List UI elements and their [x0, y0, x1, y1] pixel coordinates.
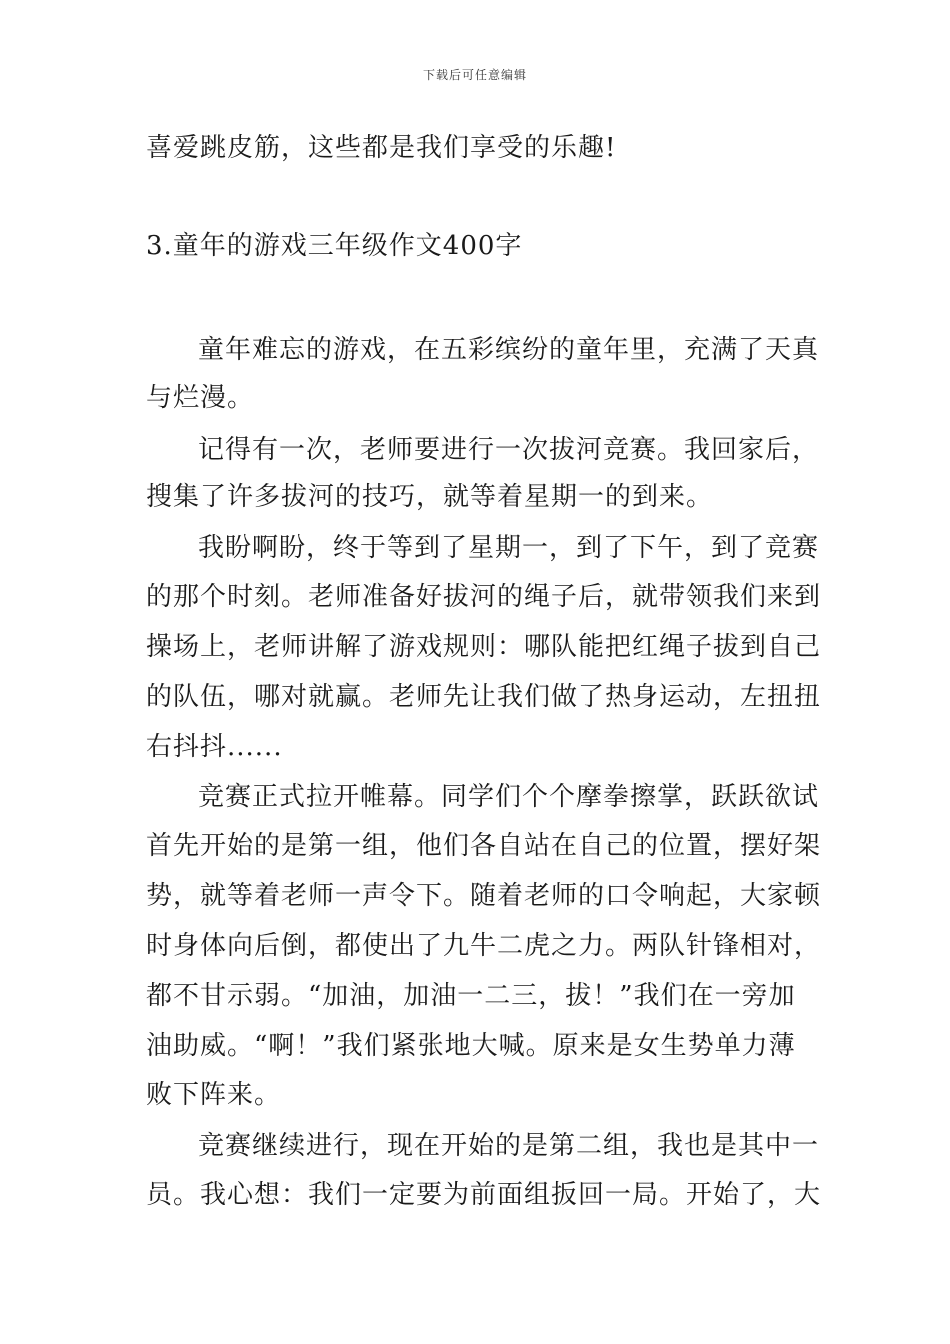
paragraph-2-line-2: 搜集了许多拔河的技巧，就等着星期一的到来。 — [146, 482, 714, 512]
text-line-1: 喜爱跳皮筋，这些都是我们享受的乐趣! — [146, 133, 617, 163]
paragraph-5-line-2: 员。我心想：我们一定要为前面组扳回一局。开始了，大 — [146, 1180, 822, 1210]
paragraph-3-line-2: 的那个时刻。老师准备好拔河的绳子后，就带领我们来到 — [146, 582, 822, 612]
paragraph-2-line-1: 记得有一次，老师要进行一次拔河竞赛。我回家后， — [198, 435, 820, 465]
paragraph-4-line-4: 时身体向后倒，都使出了九牛二虎之力。两队针锋相对， — [146, 931, 822, 961]
paragraph-1-line-1: 童年难忘的游戏，在五彩缤纷的童年里，充满了天真 — [198, 335, 820, 365]
section-heading: 3.童年的游戏三年级作文400字 — [146, 231, 523, 261]
paragraph-5-line-1: 竞赛继续进行，现在开始的是第二组，我也是其中一 — [198, 1131, 820, 1161]
paragraph-4-line-6: 油助威。“啊！”我们紧张地大喊。原来是女生势单力薄 — [146, 1031, 796, 1061]
paragraph-3-line-5: 右抖抖...... — [146, 732, 283, 762]
paragraph-4-line-2: 首先开始的是第一组，他们各自站在自己的位置，摆好架 — [146, 831, 822, 861]
paragraph-4-line-5: 都不甘示弱。“加油，加油一二三，拔！”我们在一旁加 — [146, 981, 796, 1011]
paragraph-4-line-1: 竞赛正式拉开帷幕。同学们个个摩拳擦掌，跃跃欲试 — [198, 782, 820, 812]
paragraph-1-line-2: 与烂漫。 — [146, 383, 255, 413]
paragraph-3-line-3: 操场上，老师讲解了游戏规则：哪队能把红绳子拔到自己 — [146, 632, 822, 662]
paragraph-4-line-7: 败下阵来。 — [146, 1080, 282, 1110]
paragraph-3-line-4: 的队伍，哪对就赢。老师先让我们做了热身运动，左扭扭 — [146, 682, 822, 712]
paragraph-3-line-1: 我盼啊盼，终于等到了星期一，到了下午，到了竞赛 — [198, 533, 820, 563]
paragraph-4-line-3: 势，就等着老师一声令下。随着老师的口令响起，大家顿 — [146, 881, 822, 911]
page-header-note: 下载后可任意编辑 — [422, 68, 527, 82]
